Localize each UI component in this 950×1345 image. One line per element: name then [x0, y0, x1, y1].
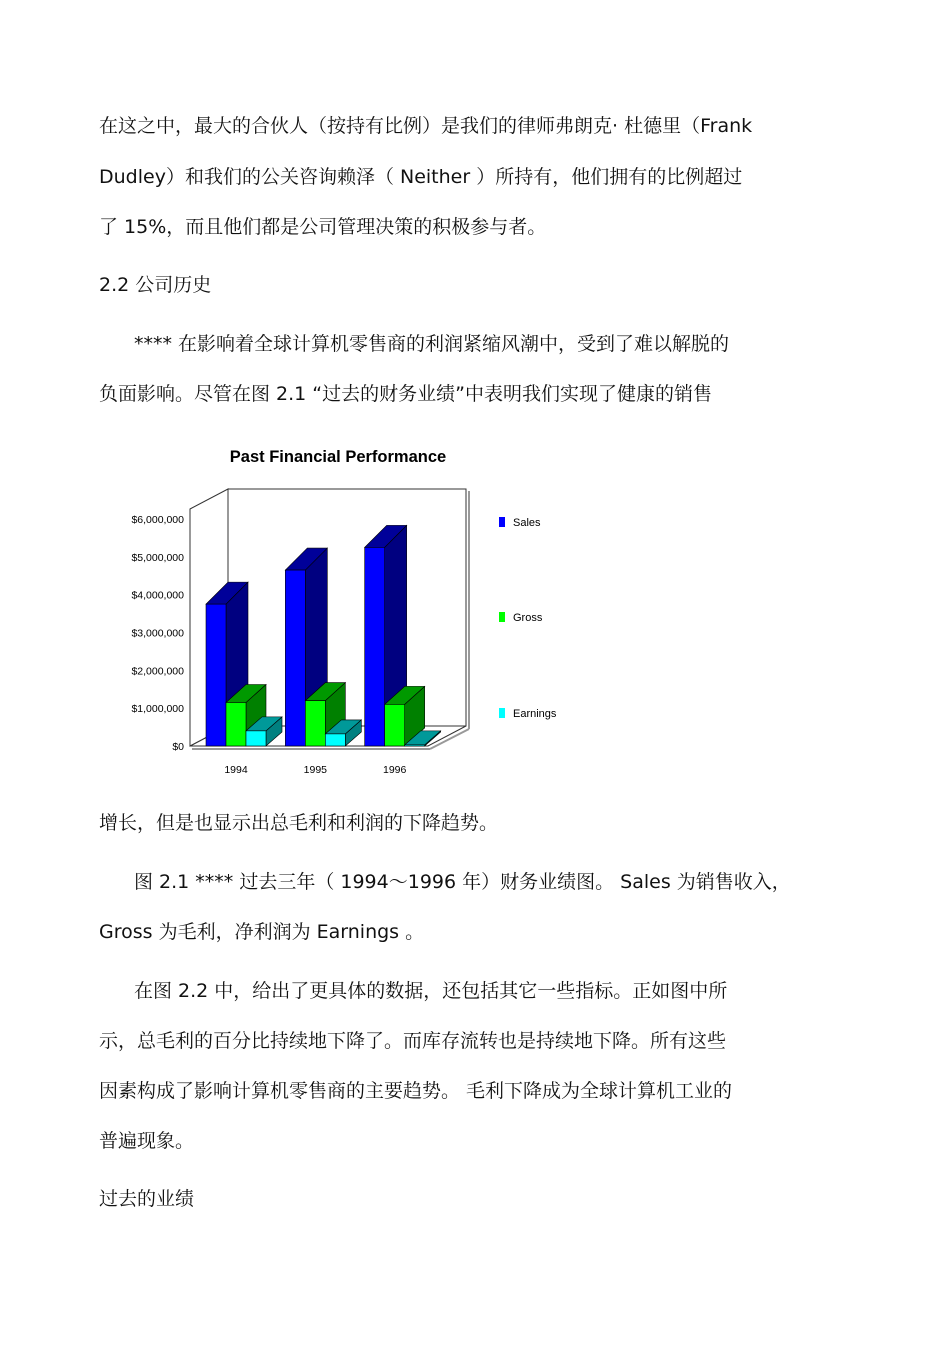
x-tick-label: 1995: [303, 764, 328, 776]
legend-swatch-earnings: [499, 708, 505, 718]
legend-label-gross: Gross: [513, 612, 543, 624]
paragraph-1-line-1: 在这之中，最大的合伙人（按持有比例）是我们的律师弗朗克· 杜德里（Frank: [99, 115, 753, 137]
section-heading-past-performance: 过去的业绩: [99, 1188, 195, 1210]
paragraph-1-line-3: 了 15%，而且他们都是公司管理决策的积极参与者。: [99, 216, 547, 238]
paragraph-4-line-2: 示，总毛利的百分比持续地下降了。而库存流转也是持续地下降。所有这些: [99, 1030, 727, 1052]
bar-gross-1994: [226, 702, 246, 746]
paragraph-2-line-1: **** 在影响着全球计算机零售商的利润紧缩风潮中，受到了难以解脱的: [134, 333, 730, 355]
bar-earnings-1996: [405, 745, 425, 746]
y-tick-label: $4,000,000: [131, 589, 184, 602]
chart-title: Past Financial Performance: [229, 448, 447, 466]
y-tick-label: $1,000,000: [131, 703, 184, 716]
x-tick-label: 1994: [224, 764, 248, 776]
y-tick-label: $6,000,000: [131, 514, 184, 526]
legend-label-sales: Sales: [513, 517, 541, 529]
bar-gross-1995: [305, 701, 325, 746]
y-tick-label: $2,000,000: [131, 665, 184, 678]
bar-sales-1995: [285, 570, 305, 746]
paragraph-4-line-1: 在图 2.2 中，给出了更具体的数据，还包括其它一些指标。正如图中所: [134, 980, 728, 1002]
paragraph-4-line-3: 因素构成了影响计算机零售商的主要趋势。 毛利下降成为全球计算机工业的: [99, 1080, 733, 1102]
legend-swatch-gross: [499, 612, 505, 622]
bar-sales-1996: [365, 547, 385, 746]
paragraph-2-line-2: 负面影响。尽管在图 2.1 “过去的财务业绩”中表明我们实现了健康的销售: [99, 383, 712, 405]
bar-gross-1996: [385, 704, 405, 746]
paragraph-4-line-4: 普遍现象。: [99, 1130, 195, 1152]
bar-sales-1994: [206, 604, 226, 746]
chart-svg: [110, 438, 580, 783]
financial-performance-chart: [110, 438, 580, 783]
figure-caption-line-2: Gross 为毛利，净利润为 Earnings 。: [99, 921, 425, 943]
paragraph-1-line-2: Dudley）和我们的公关咨询赖泽（ Neither ）所持有，他们拥有的比例超过: [99, 166, 743, 188]
y-tick-label: $3,000,000: [131, 627, 184, 640]
figure-caption-line-1: 图 2.1 **** 过去三年（ 1994～1996 年）财务业绩图。 Sales 为销售收入，: [134, 871, 791, 893]
x-tick-label: 1996: [382, 764, 407, 776]
section-heading-company-history: 2.2 公司历史: [99, 274, 212, 296]
legend-label-earnings: Earnings: [513, 708, 557, 720]
y-tick-label: $5,000,000: [131, 551, 184, 564]
paragraph-3-line-1: 增长，但是也显示出总毛利和利润的下降趋势。: [99, 812, 499, 834]
bar-earnings-1995: [325, 734, 345, 746]
legend-swatch-sales: [499, 517, 505, 527]
y-tick-label: $0: [172, 741, 184, 753]
bar-earnings-1994: [246, 731, 266, 746]
